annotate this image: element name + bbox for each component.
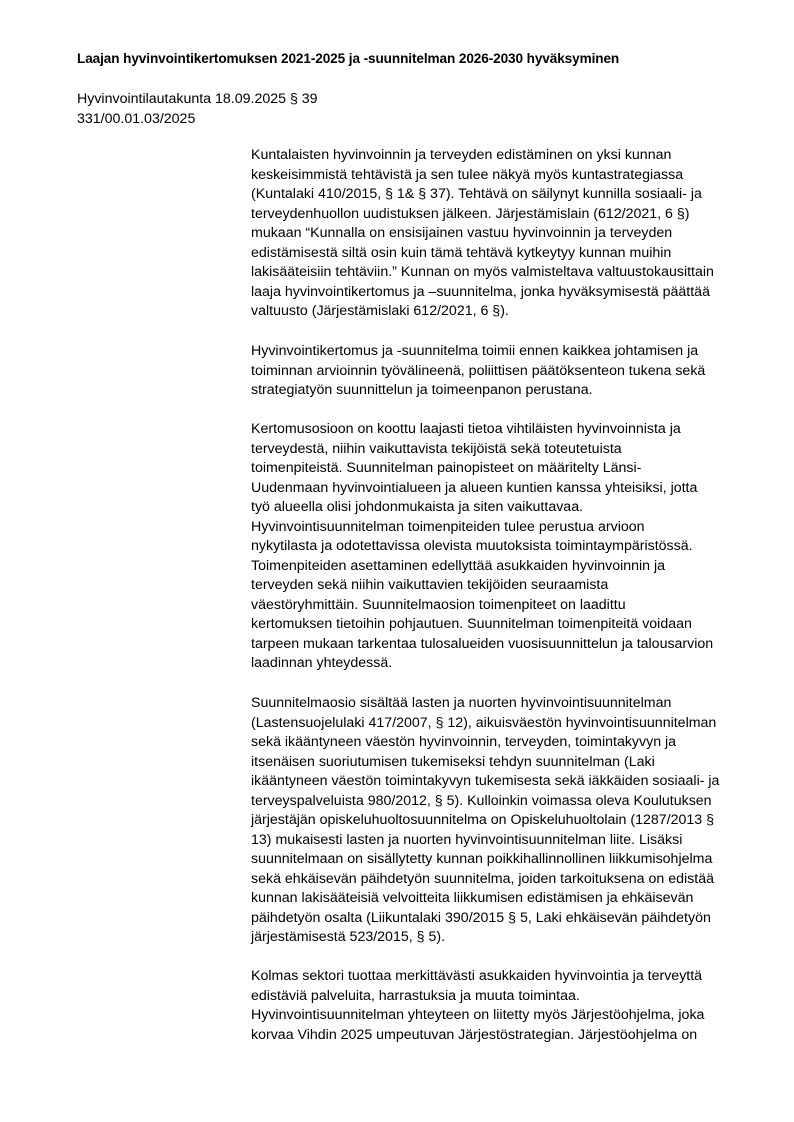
text-line: Kuntalaisten hyvinvoinnin ja terveyden edistäminen on yksi kunnan [251, 147, 672, 163]
text-line: Kertomusosioon on koottu laajasti tietoa vihtiläisten hyvinvoinnista ja [251, 421, 681, 437]
text-line: Hyvinvointisuunnitelman toimenpiteiden tulee perustua arvioon [251, 518, 645, 535]
text-line: terveydenhuollon uudistuksen jälkeen. Järjestämislain (612/2021, 6 §) [251, 205, 690, 222]
text-line: Hyvinvointisuunnitelman yhteyteen on liitetty myös Järjestöohjelma, joka [251, 1007, 705, 1023]
text-line: Toimenpiteiden asettaminen edellyttää asukkaiden hyvinvoinnin ja [251, 557, 666, 574]
text-line: päihdetyön osalta (Liikuntalaki 390/2015 § 5, Laki ehkäisevän päihdetyön [251, 909, 711, 926]
text-line: laaja hyvinvointikertomus ja –suunnitelma, jonka hyväksymisestä päättää [251, 283, 710, 300]
text-line: järjestämisestä 523/2015, § 5). [251, 929, 446, 945]
text-line: Kolmas sektori tuottaa merkittävästi asukkaiden hyvinvointia ja terveyttä [251, 968, 703, 984]
text-line: toiminnan arvioinnin työvälineenä, poliittisen päätöksenteon tukena sekä [251, 362, 706, 379]
meeting-meta [77, 90, 318, 129]
text-line: valtuusto (Järjestämislaki 612/2021, 6 §). [251, 303, 509, 319]
text-line: suunnitelmaan on sisällytetty kunnan poikkihallinnollinen liikkumisohjelma [251, 851, 713, 867]
text-line: (Lastensuojelulaki 417/2007, § 12), aikuisväestön hyvinvointisuunnitelman [251, 714, 717, 731]
text-line: laadinnan yhteydessä. [251, 655, 393, 671]
text-line: kertomuksen tietoihin pohjautuen. Suunnitelman toimenpiteitä voidaan [251, 616, 692, 632]
text-line: edistämisestä siltä osin kuin tämä tehtävä kytkeytyy kunnan muihin [251, 244, 672, 261]
text-line: 13) mukaisesti lasten ja nuorten hyvinvointisuunnitelman liite. Lisäksi [251, 831, 683, 848]
text-line: strategiatyön suunnittelun ja toimeenpanon perustana. [251, 382, 593, 398]
text-line: sekä ehkäisevän päihdetyön suunnitelma, joiden tarkoituksena on edistää [251, 870, 714, 887]
text-line: väestöryhmittäin. Suunnitelmaosion toimenpiteet on laadittu [251, 596, 626, 613]
text-line: sekä ikääntyneen väestön hyvinvoinnin, terveyden, toimintakyvyn ja [251, 734, 677, 750]
text-line: terveyspalveluista 980/2012, § 5). Kulloinkin voimassa oleva Koulutuksen [251, 792, 712, 809]
paragraph [251, 694, 719, 948]
text-line: (Kuntalaki 410/2015, § 1& § 37). Tehtävä on säilynyt kunnilla sosiaali- ja [251, 186, 702, 202]
text-line: keskeisimmistä tehtävistä ja sen tulee näkyä myös kuntastrategiassa [251, 166, 684, 183]
text-line: kunnan lakisääteisiä velvoitteita liikkumisen edistämisen ja ehkäisevän [251, 890, 694, 906]
meeting-reference: Hyvinvointilautakunta 18.09.2025 § 39 [77, 91, 318, 107]
text-line: itsenäisen suoriutumisen tukemiseksi tehdyn suunnitelman (Laki [251, 753, 655, 770]
paragraph [251, 967, 704, 1045]
paragraph [251, 342, 705, 401]
text-line: Suunnitelmaosio sisältää lasten ja nuorten hyvinvointisuunnitelman [251, 695, 672, 711]
text-line: mukaan “Kunnalla on ensisijainen vastuu hyvinvoinnin ja terveyden [251, 225, 673, 241]
paragraph [251, 420, 713, 674]
text-line: nykytilasta ja odotettavissa olevista muutoksista toimintaympäristössä. [251, 538, 693, 554]
text-line: terveyden sekä niihin vaikuttavien tekijöiden seuraamista [251, 577, 609, 593]
text-line: toimenpiteistä. Suunnitelman painopisteet on määritelty Länsi- [251, 460, 642, 476]
text-line: lakisääteisiin tehtäviin.” Kunnan on myös valmisteltava valtuustokausittain [251, 264, 714, 280]
text-line: korvaa Vihdin 2025 umpeutuvan Järjestöstrategian. Järjestöohjelma on [251, 1026, 698, 1043]
text-line: työ alueella olisi johdonmukaista ja siten vaikuttavaa. [251, 499, 584, 515]
paragraph [251, 146, 714, 322]
text-line: ikääntyneen väestön toimintakyvyn tukemisesta sekä iäkkäiden sosiaali- ja [251, 773, 720, 789]
text-line: tarpeen mukaan tarkentaa tulosalueiden vuosisuunnittelun ja talousarvion [251, 635, 714, 652]
document-title: Laajan hyvinvointikertomuksen 2021-2025 ja -suunnitelman 2026-2030 hyväksyminen [77, 51, 620, 66]
text-line: terveydestä, niihin vaikuttavista tekijöistä sekä toteutetuista [251, 440, 622, 457]
case-number: 331/00.01.03/2025 [77, 110, 196, 127]
text-line: järjestäjän opiskeluhuoltosuunnitelma on Opiskeluhuoltolain (1287/2013 § [251, 812, 714, 828]
text-line: Hyvinvointikertomus ja -suunnitelma toimii ennen kaikkea johtamisen ja [251, 343, 699, 359]
text-line: Uudenmaan hyvinvointialueen ja alueen kuntien kanssa yhteisiksi, jotta [251, 479, 698, 496]
text-line: edistäviä palveluita, harrastuksia ja muuta toimintaa. [251, 987, 580, 1004]
